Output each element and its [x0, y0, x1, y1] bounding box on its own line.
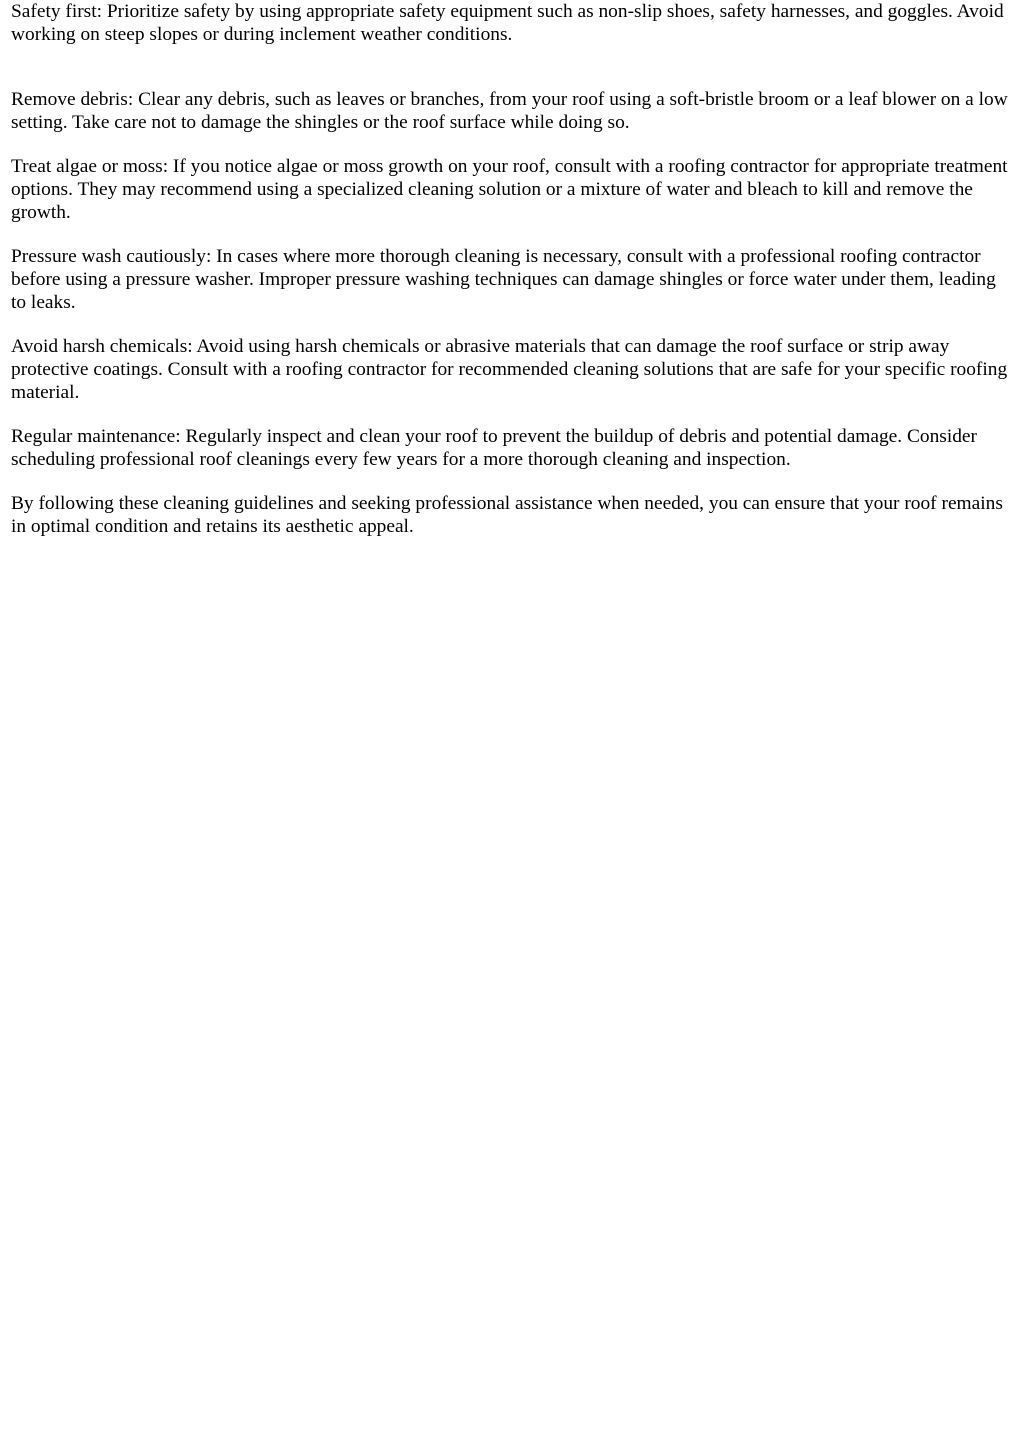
paragraph-pressure-wash: Pressure wash cautiously: In cases where more thorough cleaning is necessary, consult with a professional roofing contractor before using a pressure washer. Improper pressure washing techniques can damage shingles or force water under them, leading to leaks.	[11, 246, 996, 313]
paragraph-remove-debris: Remove debris: Clear any debris, such as leaves or branches, from your roof using a soft-bristle broom or a leaf blower on a low setting. Take care not to damage the shingles or the roof surface while doing so.	[11, 89, 1008, 133]
paragraph-regular-maintenance: Regular maintenance: Regularly inspect and clean your roof to prevent the buildup of debris and potential damage. Consider scheduling professional roof cleanings every few years for a more thorough cleaning and inspection.	[11, 426, 978, 470]
paragraph-treat-algae-moss: Treat algae or moss: If you notice algae or moss growth on your roof, consult with a roofing contractor for appropriate treatment options. They may recommend using a specialized cleaning solution or a mixture of water and bleach to kill and remove the growth.	[11, 156, 1008, 223]
paragraph-conclusion: By following these cleaning guidelines and seeking professional assistance when needed, you can ensure that your roof remains in optimal condition and retains its aesthetic appeal.	[11, 493, 1003, 537]
paragraph-safety-first: Safety first: Prioritize safety by using appropriate safety equipment such as non-slip shoes, safety harnesses, and goggles. Avoid working on steep slopes or during inclement weather conditions.	[11, 1, 1004, 45]
paragraph-avoid-harsh-chemicals: Avoid harsh chemicals: Avoid using harsh chemicals or abrasive materials that can damage the roof surface or strip away protective coatings. Consult with a roofing contractor for recommended cleaning solutions that are safe for your specific roofing material.	[11, 336, 1008, 403]
